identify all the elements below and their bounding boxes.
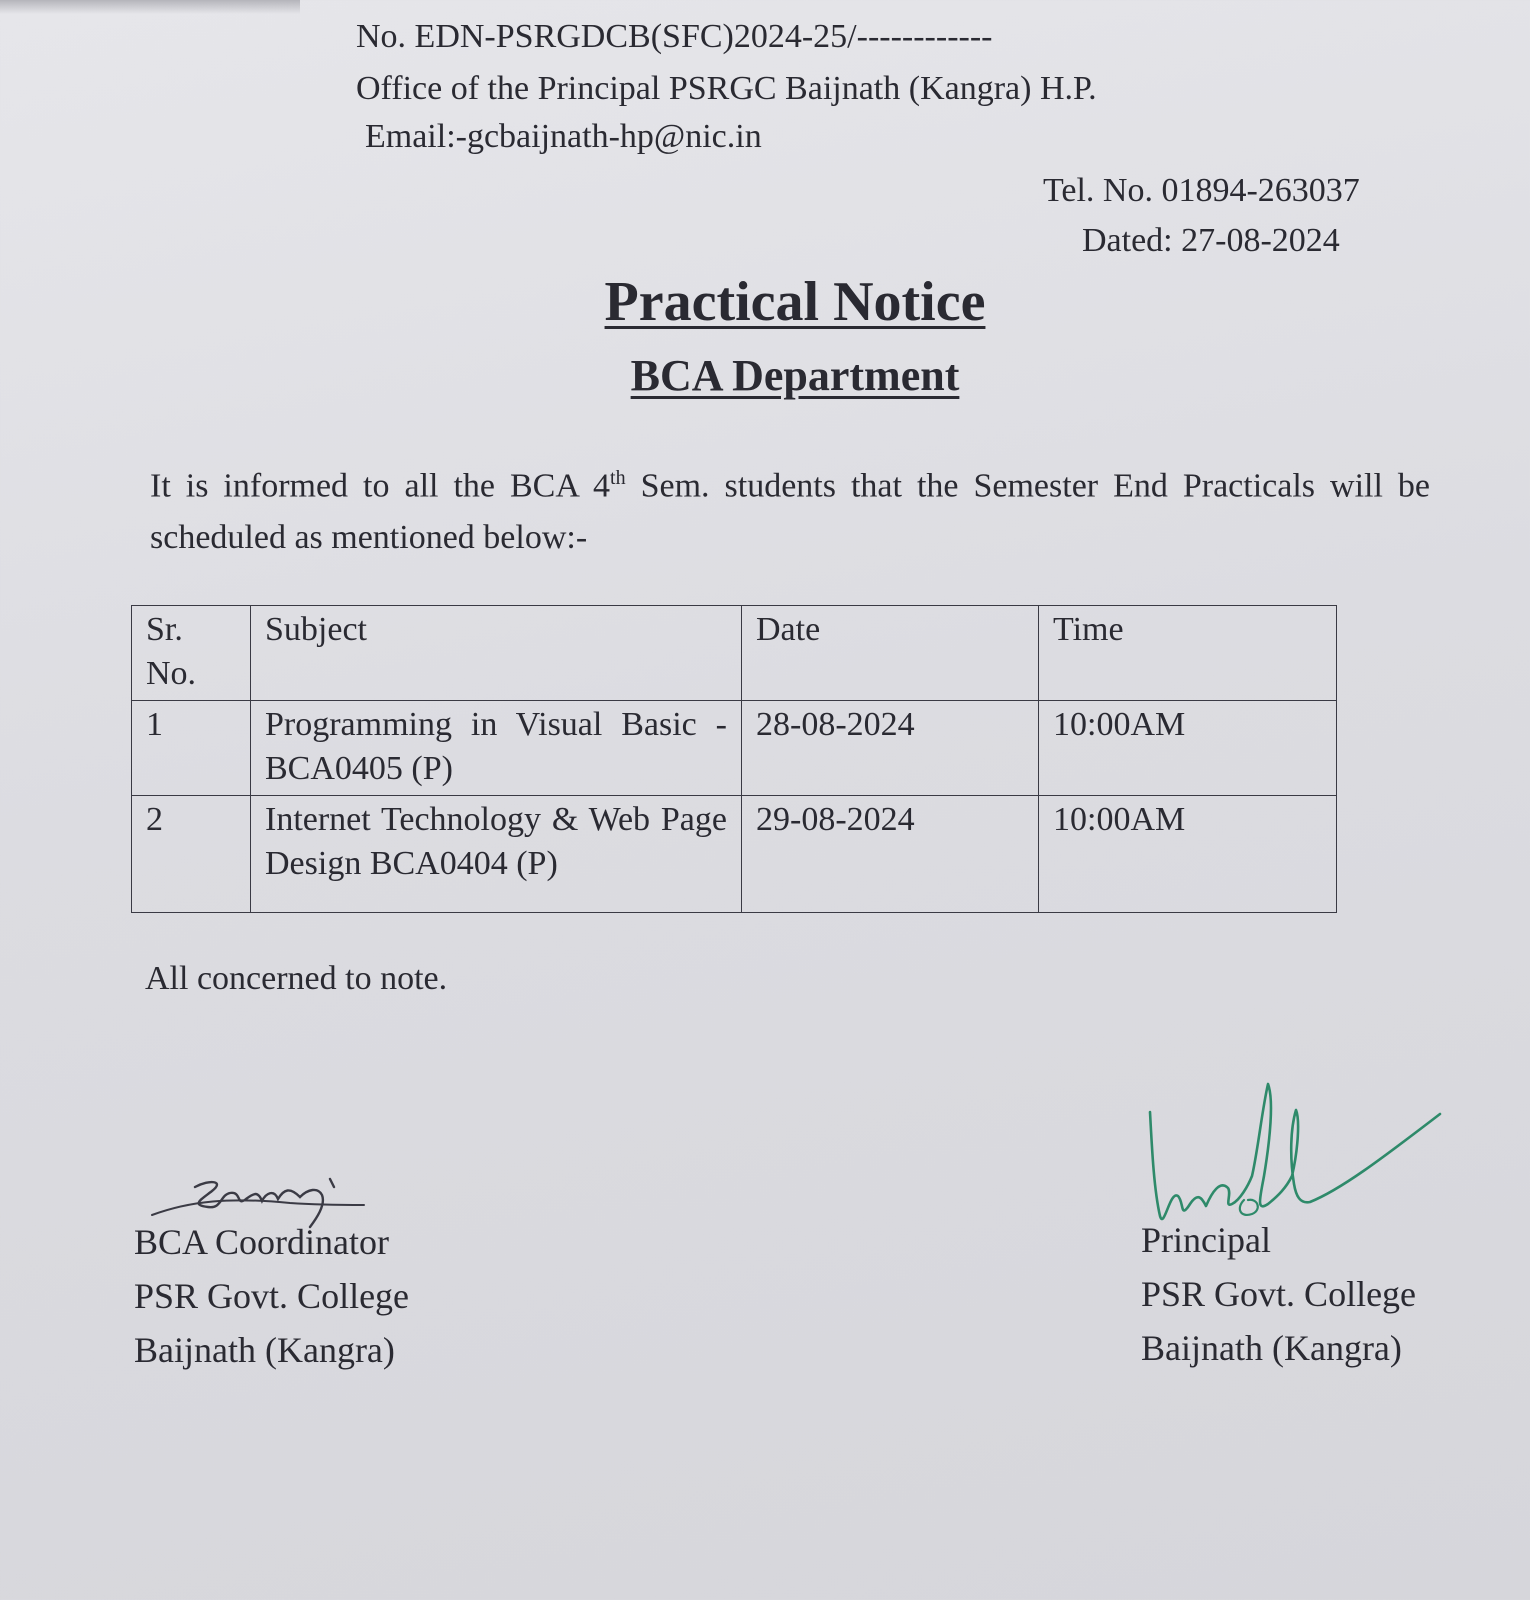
- header-subject: Subject: [251, 606, 742, 701]
- coordinator-role: BCA Coordinator: [134, 1222, 390, 1262]
- page-title: Practical Notice: [604, 271, 986, 333]
- principal-college: PSR Govt. College: [1141, 1274, 1417, 1314]
- principal-role: Principal: [1141, 1220, 1271, 1260]
- office-line: Office of the Principal PSRGC Baijnath (Kangra) H.P.: [356, 70, 1097, 107]
- header-time: Time: [1039, 606, 1337, 701]
- telephone-line: Tel. No. 01894-263037: [1043, 172, 1360, 209]
- principal-place: Baijnath (Kangra): [1141, 1328, 1402, 1368]
- intro-ordinal-suffix: th: [610, 467, 626, 489]
- header-sr-line2: No.: [146, 655, 197, 692]
- intro-text-part1: It is informed to all the BCA 4: [150, 467, 611, 505]
- department-subtitle: BCA Department: [630, 351, 960, 400]
- email-line: Email:-gcbaijnath-hp@nic.in: [365, 118, 762, 155]
- table-header-row: [132, 606, 1337, 701]
- header-sr-line1: Sr.: [146, 611, 183, 648]
- row-sr: 1: [132, 701, 251, 796]
- row-subject: Internet Technology & Web Page Design BCA0404 (P): [251, 796, 742, 913]
- closing-note: All concerned to note.: [145, 960, 448, 997]
- row-sr: 2: [132, 796, 251, 913]
- intro-paragraph: [150, 452, 1430, 564]
- intro-text-part2: Sem. students that the Semester End Practicals will be scheduled as mentioned below:-: [150, 467, 1430, 557]
- row-date: 28-08-2024: [742, 701, 1039, 796]
- row-time: 10:00AM: [1039, 796, 1337, 913]
- row-time: 10:00AM: [1039, 701, 1337, 796]
- date-line: Dated: 27-08-2024: [1082, 222, 1340, 259]
- reference-number: No. EDN-PSRGDCB(SFC)2024-25/------------: [356, 18, 993, 55]
- row-subject: Programming in Visual Basic - BCA0405 (P): [251, 701, 742, 796]
- table-row: [132, 796, 1337, 913]
- principal-signature-block: [1141, 1213, 1416, 1375]
- coordinator-college: PSR Govt. College: [134, 1276, 410, 1316]
- header-date: Date: [742, 606, 1039, 701]
- photo-edge-shadow: [0, 0, 300, 14]
- coordinator-signature-block: [134, 1215, 409, 1377]
- coordinator-place: Baijnath (Kangra): [134, 1330, 395, 1370]
- header-sr-no: [132, 606, 251, 701]
- table-row: [132, 701, 1337, 796]
- row-date: 29-08-2024: [742, 796, 1039, 913]
- practical-schedule-table: [131, 605, 1337, 913]
